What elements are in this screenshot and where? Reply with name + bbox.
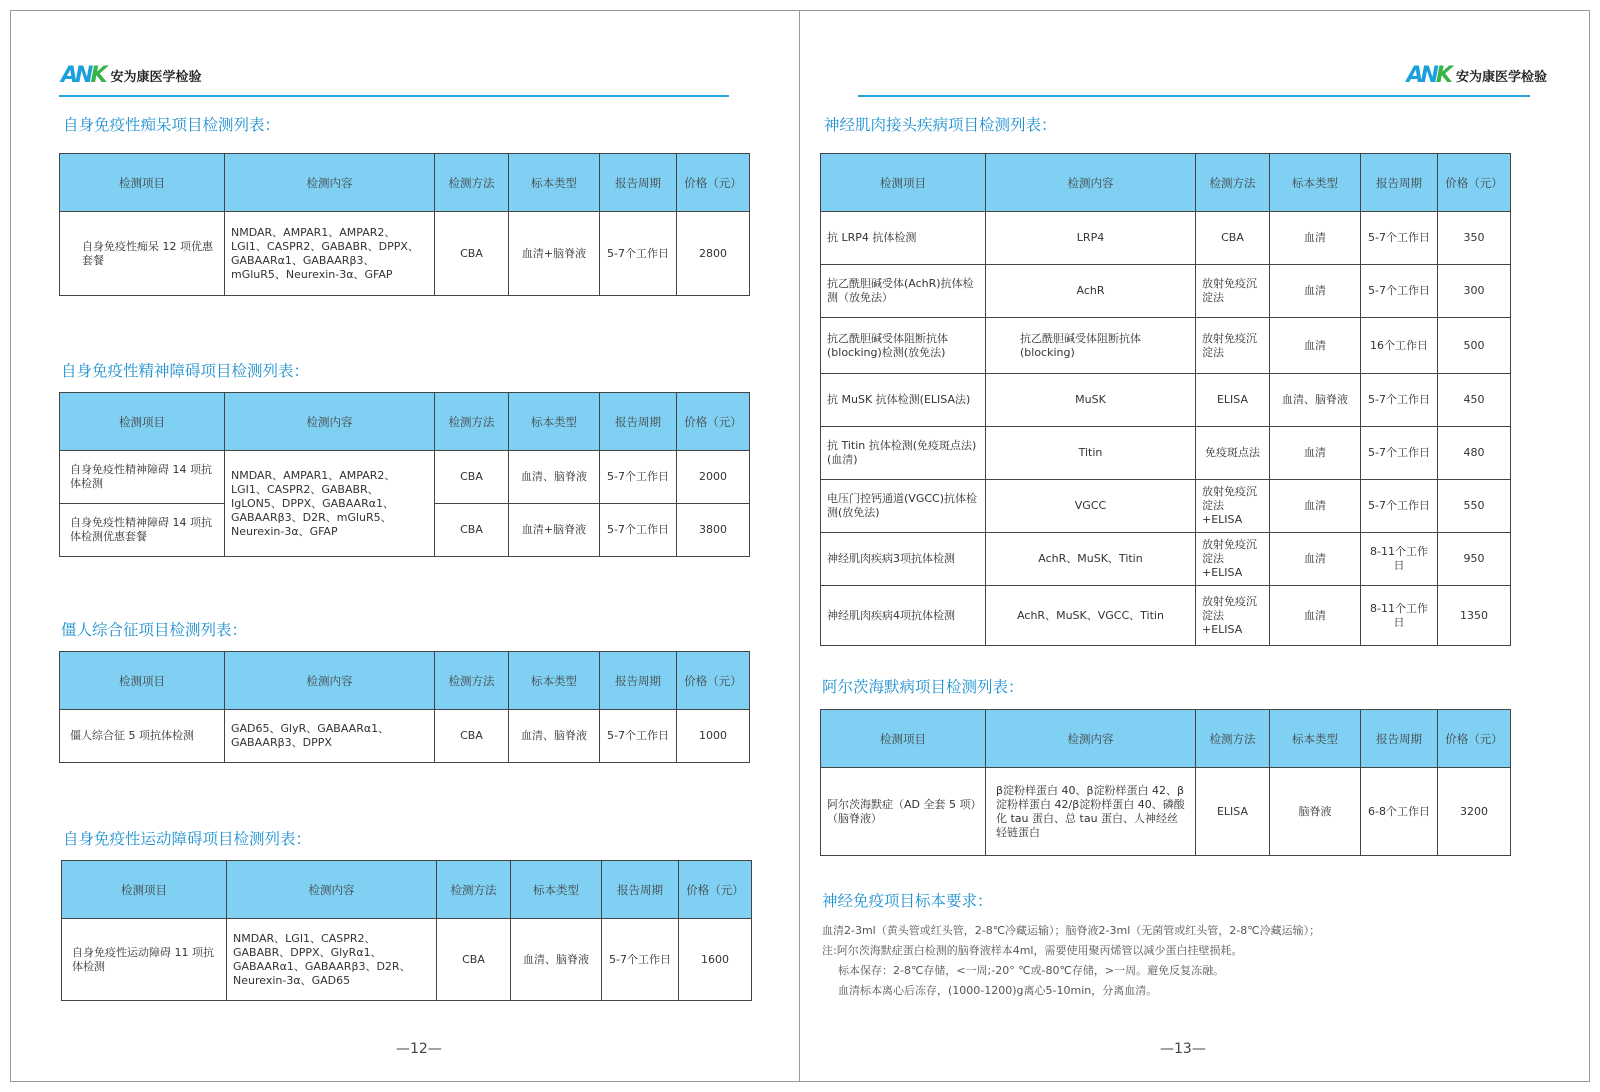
table-row (821, 533, 1511, 586)
item-cell: 抗乙酰胆碱受体阻断抗体(blocking)检测(放免法) (821, 318, 986, 374)
item-cell: 僵人综合征 5 项抗体检测 (60, 710, 225, 763)
brand-name: 安为康医学检验 (1455, 70, 1547, 85)
table-row (821, 212, 1511, 265)
cycle-cell: 5-7个工作日 (602, 919, 679, 1001)
right-page (799, 10, 1590, 1082)
col-header: 报告周期 (600, 154, 677, 212)
table-row (821, 768, 1511, 856)
header-rule (59, 95, 729, 97)
sample-cell: 血清 (1270, 318, 1361, 374)
table-row (62, 919, 752, 1001)
movement-disorder-table (61, 860, 752, 1001)
col-header: 检测方法 (1196, 710, 1270, 768)
method-cell: 放射免疫沉淀法+ELISA (1196, 586, 1270, 646)
price-cell: 1000 (677, 710, 750, 763)
price-cell: 550 (1438, 480, 1511, 533)
brand-name: 安为康医学检验 (110, 70, 202, 85)
sample-cell: 血清、脑脊液 (509, 710, 600, 763)
sample-cell: 血清 (1270, 265, 1361, 318)
item-cell: 自身免疫性痴呆 12 项优惠套餐 (60, 212, 225, 296)
price-cell: 2800 (677, 212, 750, 296)
col-header: 价格（元） (1438, 154, 1511, 212)
col-header: 价格（元） (679, 861, 752, 919)
method-cell: CBA (435, 451, 509, 504)
content-cell: MuSK (986, 374, 1196, 427)
requirements-line: 注:阿尔茨海默症蛋白检测的脑脊液样本4ml，需要使用聚丙烯管以减少蛋白挂壁损耗。 (822, 944, 1243, 957)
col-header: 标本类型 (1270, 710, 1361, 768)
sample-cell: 血清 (1270, 427, 1361, 480)
table-row (60, 451, 750, 504)
table-row (821, 427, 1511, 480)
col-header: 检测项目 (62, 861, 227, 919)
cycle-cell: 5-7个工作日 (1361, 212, 1438, 265)
table-header-row (60, 393, 750, 451)
psychiatric-table (59, 392, 750, 557)
price-cell: 500 (1438, 318, 1511, 374)
method-cell: CBA (435, 504, 509, 557)
table-row (821, 318, 1511, 374)
price-cell: 1350 (1438, 586, 1511, 646)
content-cell: β淀粉样蛋白 40、β淀粉样蛋白 42、β淀粉样蛋白 42/β淀粉样蛋白 40、磷酸化 tau 蛋白、总 tau 蛋白、人神经丝轻链蛋白 (986, 768, 1196, 856)
logo-mark-icon: ANK (1406, 63, 1450, 88)
col-header: 检测内容 (225, 652, 435, 710)
header-rule (858, 95, 1530, 97)
cycle-cell: 5-7个工作日 (600, 504, 677, 557)
price-cell: 450 (1438, 374, 1511, 427)
col-header: 检测内容 (225, 154, 435, 212)
sample-cell: 血清+脑脊液 (509, 504, 600, 557)
price-cell: 3800 (677, 504, 750, 557)
sample-cell: 血清 (1270, 586, 1361, 646)
requirements-line: 血清2-3ml（黄头管或红头管，2-8℃冷藏运输）；脑脊液2-3ml（无菌管或红头管，2-8℃冷藏运输）； (822, 924, 1321, 937)
content-cell: 抗乙酰胆碱受体阻断抗体(blocking) (986, 318, 1196, 374)
table-row (821, 480, 1511, 533)
item-cell: 抗 LRP4 抗体检测 (821, 212, 986, 265)
col-header: 标本类型 (509, 652, 600, 710)
section-title: 僵人综合征项目检测列表： (61, 621, 248, 639)
requirements-line: 标本保存：2-8℃存储，<一周;-20° ℃或-80℃存储，>一周。避免反复冻融。 (838, 964, 1225, 977)
price-cell: 950 (1438, 533, 1511, 586)
cycle-cell: 5-7个工作日 (1361, 480, 1438, 533)
col-header: 检测内容 (986, 154, 1196, 212)
table-row (60, 212, 750, 296)
content-cell: AchR、MuSK、Titin (986, 533, 1196, 586)
sample-cell: 血清 (1270, 480, 1361, 533)
price-cell: 1600 (679, 919, 752, 1001)
table-header-row (821, 154, 1511, 212)
section-title: 自身免疫性痴呆项目检测列表： (63, 116, 281, 134)
sample-cell: 脑脊液 (1270, 768, 1361, 856)
dementia-table (59, 153, 750, 296)
content-cell: AchR (986, 265, 1196, 318)
nmj-table (820, 153, 1511, 646)
table-row (60, 710, 750, 763)
content-cell: AchR、MuSK、VGCC、Titin (986, 586, 1196, 646)
col-header: 检测内容 (225, 393, 435, 451)
price-cell: 350 (1438, 212, 1511, 265)
cycle-cell: 5-7个工作日 (1361, 374, 1438, 427)
content-cell: Titin (986, 427, 1196, 480)
item-cell: 抗 MuSK 抗体检测(ELISA法) (821, 374, 986, 427)
requirements-title: 神经免疫项目标本要求： (822, 892, 993, 910)
method-cell: CBA (435, 710, 509, 763)
method-cell: CBA (437, 919, 511, 1001)
alzheimers-table (820, 709, 1511, 856)
table-row (821, 374, 1511, 427)
col-header: 报告周期 (1361, 710, 1438, 768)
item-cell: 抗 Titin 抗体检测(免疫斑点法)(血清) (821, 427, 986, 480)
table-row (821, 265, 1511, 318)
col-header: 检测方法 (435, 652, 509, 710)
table-header-row (60, 652, 750, 710)
brand-logo (61, 63, 202, 88)
col-header: 标本类型 (511, 861, 602, 919)
price-cell: 300 (1438, 265, 1511, 318)
content-cell: NMDAR、LGI1、CASPR2、GABABR、DPPX、GlyRα1、GABAARα1、GABAARβ3、D2R、Neurexin-3α、GAD65 (227, 919, 437, 1001)
col-header: 检测内容 (986, 710, 1196, 768)
brand-logo (1406, 63, 1547, 88)
content-cell: NMDAR、AMPAR1、AMPAR2、LGI1、CASPR2、GABABR、DPPX、GABAARα1、GABAARβ3、mGluR5、Neurexin-3α、GFAP (225, 212, 435, 296)
cycle-cell: 16个工作日 (1361, 318, 1438, 374)
item-cell: 自身免疫性精神障碍 14 项抗体检测 (60, 451, 225, 504)
method-cell: 放射免疫沉淀法 (1196, 318, 1270, 374)
col-header: 检测项目 (60, 154, 225, 212)
section-title: 神经肌肉接头疾病项目检测列表： (824, 116, 1057, 134)
cycle-cell: 8-11个工作日 (1361, 533, 1438, 586)
requirements-line: 血清标本离心后冻存，(1000-1200)g离心5-10min，分离血清。 (838, 984, 1158, 997)
page-number: —13— (1160, 1041, 1206, 1057)
col-header: 标本类型 (509, 393, 600, 451)
item-cell: 电压门控钙通道(VGCC)抗体检测(放免法) (821, 480, 986, 533)
col-header: 报告周期 (600, 393, 677, 451)
item-cell: 阿尔茨海默症（AD 全套 5 项）（脑脊液） (821, 768, 986, 856)
sample-cell: 血清 (1270, 212, 1361, 265)
method-cell: CBA (435, 212, 509, 296)
col-header: 价格（元） (677, 393, 750, 451)
method-cell: 免疫斑点法 (1196, 427, 1270, 480)
item-cell: 神经肌肉疾病3项抗体检测 (821, 533, 986, 586)
item-cell: 自身免疫性运动障碍 11 项抗体检测 (62, 919, 227, 1001)
col-header: 检测内容 (227, 861, 437, 919)
cycle-cell: 6-8个工作日 (1361, 768, 1438, 856)
table-header-row (60, 154, 750, 212)
sample-cell: 血清、脑脊液 (509, 451, 600, 504)
col-header: 检测方法 (435, 393, 509, 451)
col-header: 标本类型 (1270, 154, 1361, 212)
cycle-cell: 5-7个工作日 (600, 710, 677, 763)
content-cell: VGCC (986, 480, 1196, 533)
left-page (10, 10, 800, 1082)
cycle-cell: 8-11个工作日 (1361, 586, 1438, 646)
method-cell: 放射免疫沉淀法+ELISA (1196, 533, 1270, 586)
col-header: 标本类型 (509, 154, 600, 212)
table-header-row (821, 710, 1511, 768)
col-header: 价格（元） (677, 652, 750, 710)
col-header: 检测项目 (821, 710, 986, 768)
section-title: 阿尔茨海默病项目检测列表： (822, 678, 1024, 696)
content-cell: NMDAR、AMPAR1、AMPAR2、LGI1、CASPR2、GABABR、IgLON5、DPPX、GABAARα1、GABAARβ3、D2R、mGluR5、Neurexin-3α、GFAP (225, 451, 435, 557)
stiff-person-table (59, 651, 750, 763)
col-header: 报告周期 (1361, 154, 1438, 212)
sample-cell: 血清 (1270, 533, 1361, 586)
method-cell: ELISA (1196, 768, 1270, 856)
price-cell: 2000 (677, 451, 750, 504)
sample-cell: 血清+脑脊液 (509, 212, 600, 296)
col-header: 检测方法 (1196, 154, 1270, 212)
cycle-cell: 5-7个工作日 (1361, 265, 1438, 318)
price-cell: 3200 (1438, 768, 1511, 856)
price-cell: 480 (1438, 427, 1511, 480)
method-cell: 放射免疫沉淀法 (1196, 265, 1270, 318)
col-header: 检测项目 (60, 652, 225, 710)
item-cell: 自身免疫性精神障碍 14 项抗体检测优惠套餐 (60, 504, 225, 557)
col-header: 检测方法 (437, 861, 511, 919)
method-cell: ELISA (1196, 374, 1270, 427)
item-cell: 抗乙酰胆碱受体(AchR)抗体检测（放免法） (821, 265, 986, 318)
col-header: 检测项目 (821, 154, 986, 212)
table-header-row (62, 861, 752, 919)
sample-cell: 血清、脑脊液 (511, 919, 602, 1001)
cycle-cell: 5-7个工作日 (600, 451, 677, 504)
logo-mark-icon: ANK (61, 63, 105, 88)
item-cell: 神经肌肉疾病4项抗体检测 (821, 586, 986, 646)
content-cell: LRP4 (986, 212, 1196, 265)
section-title: 自身免疫性运动障碍项目检测列表： (63, 830, 312, 848)
content-cell: GAD65、GlyR、GABAARα1、GABAARβ3、DPPX (225, 710, 435, 763)
col-header: 价格（元） (677, 154, 750, 212)
col-header: 检测项目 (60, 393, 225, 451)
section-title: 自身免疫性精神障碍项目检测列表： (61, 362, 310, 380)
cycle-cell: 5-7个工作日 (1361, 427, 1438, 480)
cycle-cell: 5-7个工作日 (600, 212, 677, 296)
method-cell: 放射免疫沉淀法+ELISA (1196, 480, 1270, 533)
table-row (821, 586, 1511, 646)
page-number: —12— (396, 1041, 442, 1057)
col-header: 报告周期 (602, 861, 679, 919)
sample-cell: 血清、脑脊液 (1270, 374, 1361, 427)
col-header: 报告周期 (600, 652, 677, 710)
method-cell: CBA (1196, 212, 1270, 265)
col-header: 价格（元） (1438, 710, 1511, 768)
col-header: 检测方法 (435, 154, 509, 212)
